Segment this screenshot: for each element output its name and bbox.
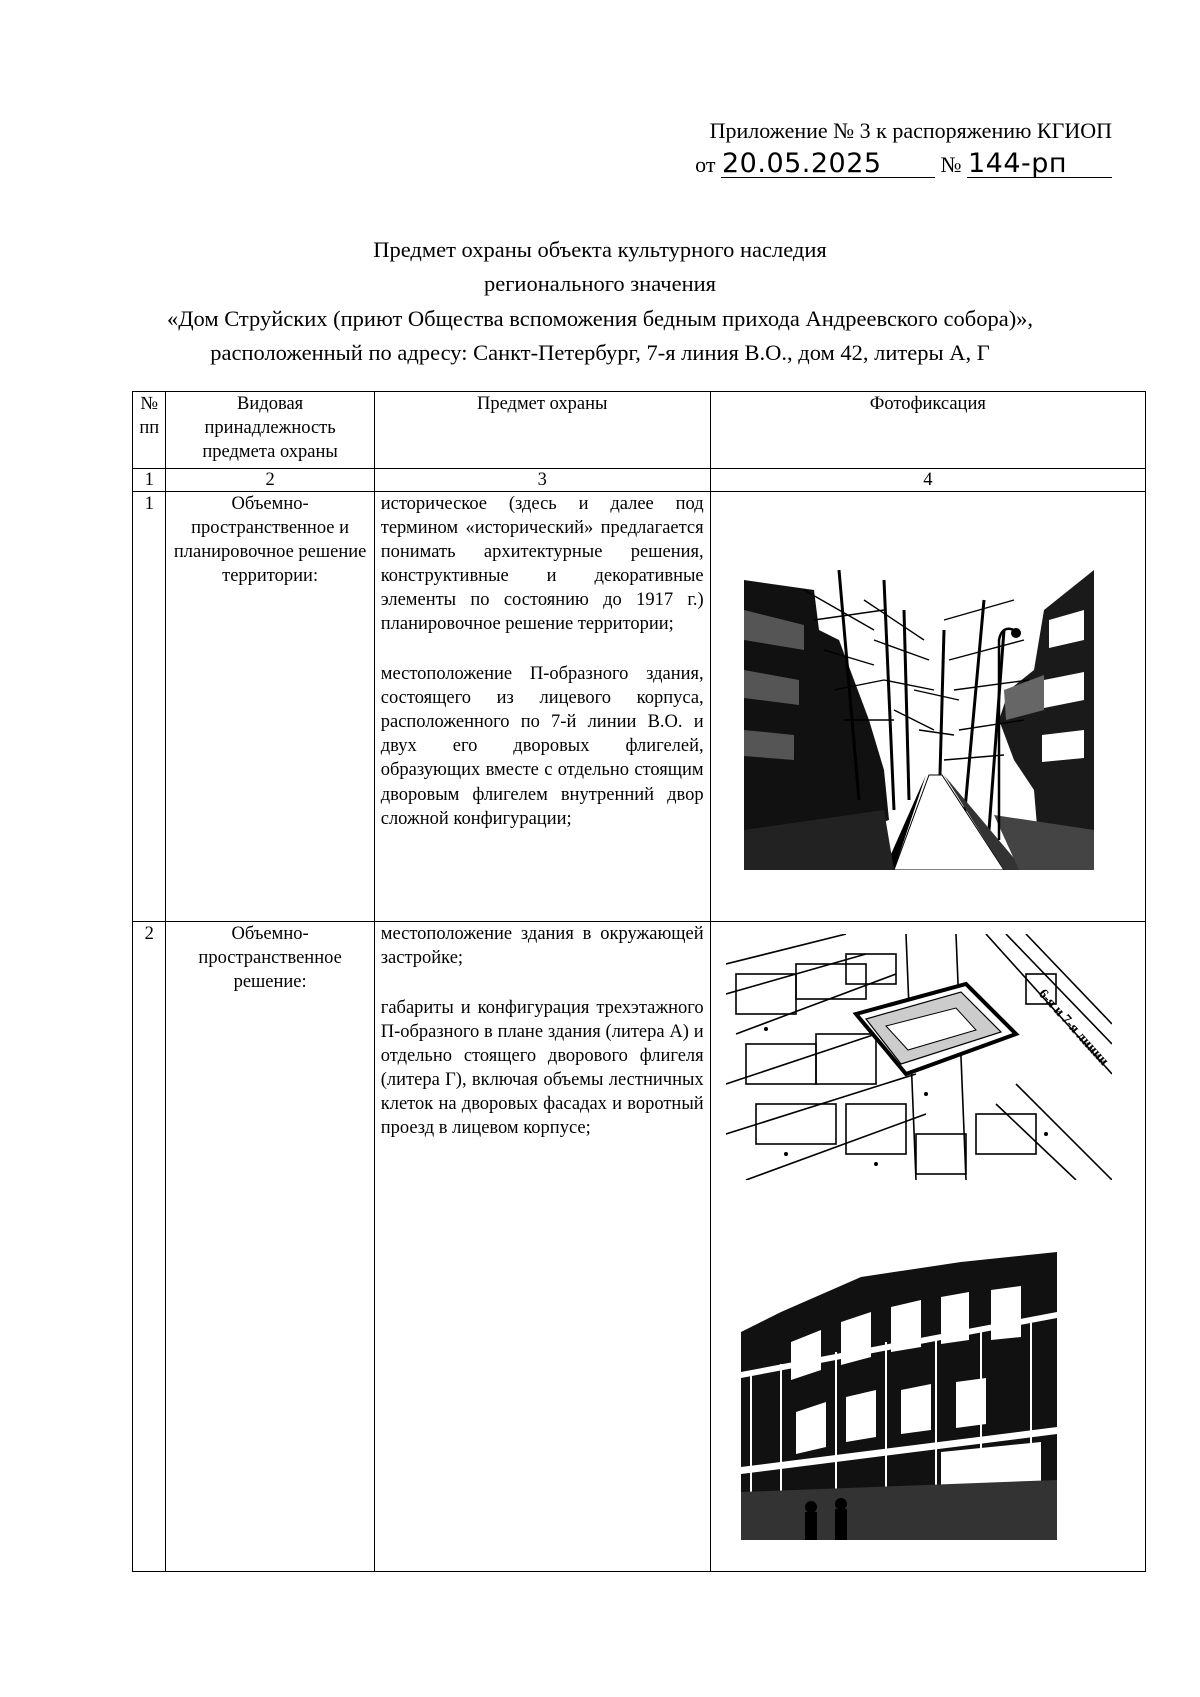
row-num: 1	[133, 492, 166, 922]
row-category: Объемно-пространственное и планировочное решение территории:	[166, 492, 374, 922]
title-line-4: расположенный по адресу: Санкт-Петербург, 7-я линия В.О., дом 42, литеры А, Г	[210, 340, 990, 366]
document-title	[0, 233, 1200, 371]
facade-photo	[741, 1252, 1057, 1540]
col-number: 2	[166, 469, 374, 492]
order-line	[695, 148, 1112, 182]
header-subject: Предмет охраны	[374, 392, 710, 469]
col-number: 4	[710, 469, 1145, 492]
subject-item: местоположение здания в окружающей застройке;	[380, 924, 704, 969]
subject-item: историческое (здесь и далее под термином «исторический» предлагается понимать архитектурные решения, конструктивные и декоративные элементы по состоянию до 1917 г.) планировочное решение территории;	[380, 494, 704, 635]
title-line-2: регионального значения	[483, 271, 717, 297]
header-category: Видовая принадлежность предмета охраны	[166, 392, 374, 469]
street-photo	[744, 570, 1094, 870]
table-row	[133, 922, 1146, 1572]
from-label: от	[695, 152, 716, 178]
col-number: 1	[133, 469, 166, 492]
protection-table	[132, 391, 1146, 1572]
title-line-1: Предмет охраны объекта культурного наследия	[373, 237, 827, 262]
row-subject	[374, 492, 710, 922]
row-num: 2	[133, 922, 166, 1572]
row-subject	[374, 922, 710, 1572]
header-num: № пп	[133, 392, 166, 469]
title-line-3: «Дом Струйских (приют Общества вспоможения бедным прихода Андреевского собора)»,	[166, 305, 1034, 331]
table-row	[133, 492, 1146, 922]
header-photo: Фотофиксация	[710, 392, 1145, 469]
table-header-row	[133, 392, 1146, 469]
column-number-row	[133, 469, 1146, 492]
number-label: №	[940, 152, 962, 178]
appendix-header	[695, 114, 1112, 182]
situation-plan-map	[726, 934, 1112, 1180]
order-date: 20.05.2025	[721, 150, 935, 178]
order-number: 144-рп	[967, 150, 1112, 178]
row-category: Объемно-пространственное решение:	[166, 922, 374, 1572]
subject-item: местоположение П-образного здания, состоящего из лицевого корпуса, расположенного по 7-й линии В.О. и двух его дворовых флигелей, образующих вместе с отдельно стоящим дворовым флигелем внутренний двор сложной конфигурации;	[380, 664, 704, 829]
photo-cell	[710, 492, 1145, 922]
subject-item: габариты и конфигурация трехэтажного П-образного в плане здания (литера А) и отдельно стоящего дворового флигеля (литера Г), включая объемы лестничных клеток на дворовых фасадах и воротный проезд в лицевом корпусе;	[380, 998, 704, 1139]
photo-cell	[710, 922, 1145, 1572]
map-street-label: 6-я и 7-я линии	[1034, 986, 1111, 1069]
appendix-line: Приложение № 3 к распоряжению КГИОП	[709, 118, 1112, 143]
col-number: 3	[374, 469, 710, 492]
